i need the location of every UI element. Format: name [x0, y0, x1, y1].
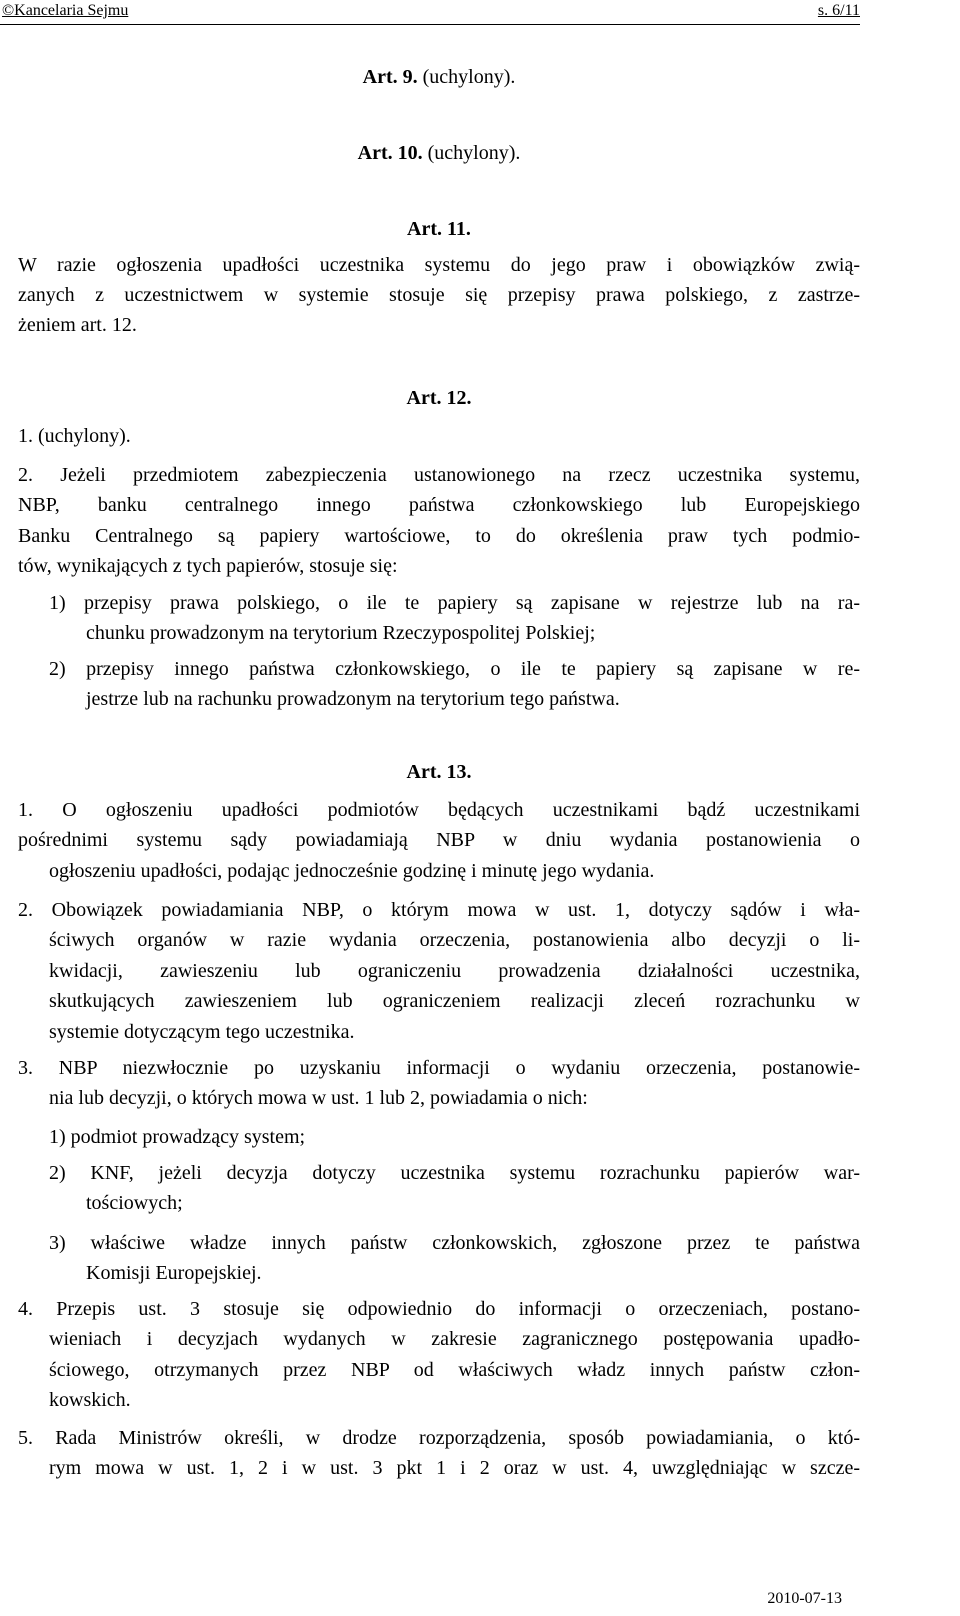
art-13-ust-5: 5. Rada Ministrów określi, w drodze rozporządzenia, sposób powiadamiania, o któ- rym mowa w ust. 1, 2 i w ust. 3 pkt 1 i 2 oraz w ust. 4, uwzględniając w szcze-	[18, 1427, 860, 1480]
art-13-ust-3: 3. NBP niezwłocznie po uzyskaniu informacji o wydaniu orzeczenia, postanowie- nia lub decyzji, o których mowa w ust. 1 lub 2, powiadamia o nich:	[18, 1057, 860, 1110]
art-9-heading: Art. 9. (uchylony).	[362, 66, 516, 88]
art-12-heading: Art. 12.	[406, 387, 472, 409]
art-13-ust-1: 1. O ogłoszeniu upadłości podmiotów będących uczestnikami bądź uczestnikami pośrednimi systemu sądy powiadamiają NBP w dniu wydania postanowienia o ogłoszeniu upadłości, podając jednocześnie godzinę i minutę jego wydania.	[18, 799, 860, 882]
page-header	[0, 0, 860, 25]
art-13-ust-2: 2. Obowiązek powiadamiania NBP, o którym mowa w ust. 1, dotyczy sądów i wła- ściwych organów w razie wydania orzeczenia, postanowienia albo decyzji o li- kwidacji, zawieszeniu lub ograniczeniu prowadzenia działalności uczestnika, skutkujących zawieszeniem lub ograniczeniem realizacji zleceń rozrachunku w systemie dotyczącym tego uczestnika.	[18, 899, 860, 1043]
page-number[interactable]: s. 6/11	[817, 2, 860, 19]
art-12-ust-1: 1. (uchylony).	[18, 425, 131, 447]
art-12-point-2: 2) przepisy innego państwa członkowskiego, o ile te papiery są zapisane w re- jestrze lub na rachunku prowadzonym na terytorium tego państwa.	[49, 658, 860, 711]
art-12-ust-2: 2. Jeżeli przedmiotem zabezpieczenia ustanowionego na rzecz uczestnika systemu, NBP, banku centralnego innego państwa członkowskiego lub Europejskiego Banku Centralnego są papiery wartościowe, to do określenia praw tych podmio- tów, wynikających z tych papierów, stosuje się:	[18, 464, 860, 578]
art-11-heading: Art. 11.	[407, 218, 471, 240]
art-10-heading: Art. 10. (uchylony).	[357, 142, 521, 164]
art-13-heading: Art. 13.	[406, 761, 472, 783]
art-12-point-1: 1) przepisy prawa polskiego, o ile te papiery są zapisane w rejestrze lub na ra- chunku prowadzonym na terytorium Rzeczypospolitej Polskiej;	[49, 592, 860, 645]
art-13-ust-4: 4. Przepis ust. 3 stosuje się odpowiednio do informacji o orzeczeniach, postano- wieniach i decyzjach wydanych w zakresie zagranicznego postępowania upadło- ściowego, otrzymanych przez NBP od właściwych władz innych państw człon- kowskich.	[18, 1298, 860, 1412]
art-13-ust-3-point-2: 2) KNF, jeżeli decyzja dotyczy uczestnika systemu rozrachunku papierów war- tościowych;	[49, 1162, 860, 1215]
copyright-link[interactable]: ©Kancelaria Sejmu	[2, 2, 129, 19]
art-13-ust-3-point-1: 1) podmiot prowadzący system;	[49, 1126, 306, 1148]
footer-date: 2010-07-13	[767, 1590, 842, 1607]
art-13-ust-3-point-3: 3) właściwe władze innych państw członkowskich, zgłoszone przez te państwa Komisji Europejskiej.	[49, 1232, 860, 1285]
art-11-text: W razie ogłoszenia upadłości uczestnika systemu do jego praw i obowiązków zwią- zanych z uczestnictwem w systemie stosuje się przepisy prawa polskiego, z zastrze- żeniem art. 12.	[18, 254, 860, 336]
